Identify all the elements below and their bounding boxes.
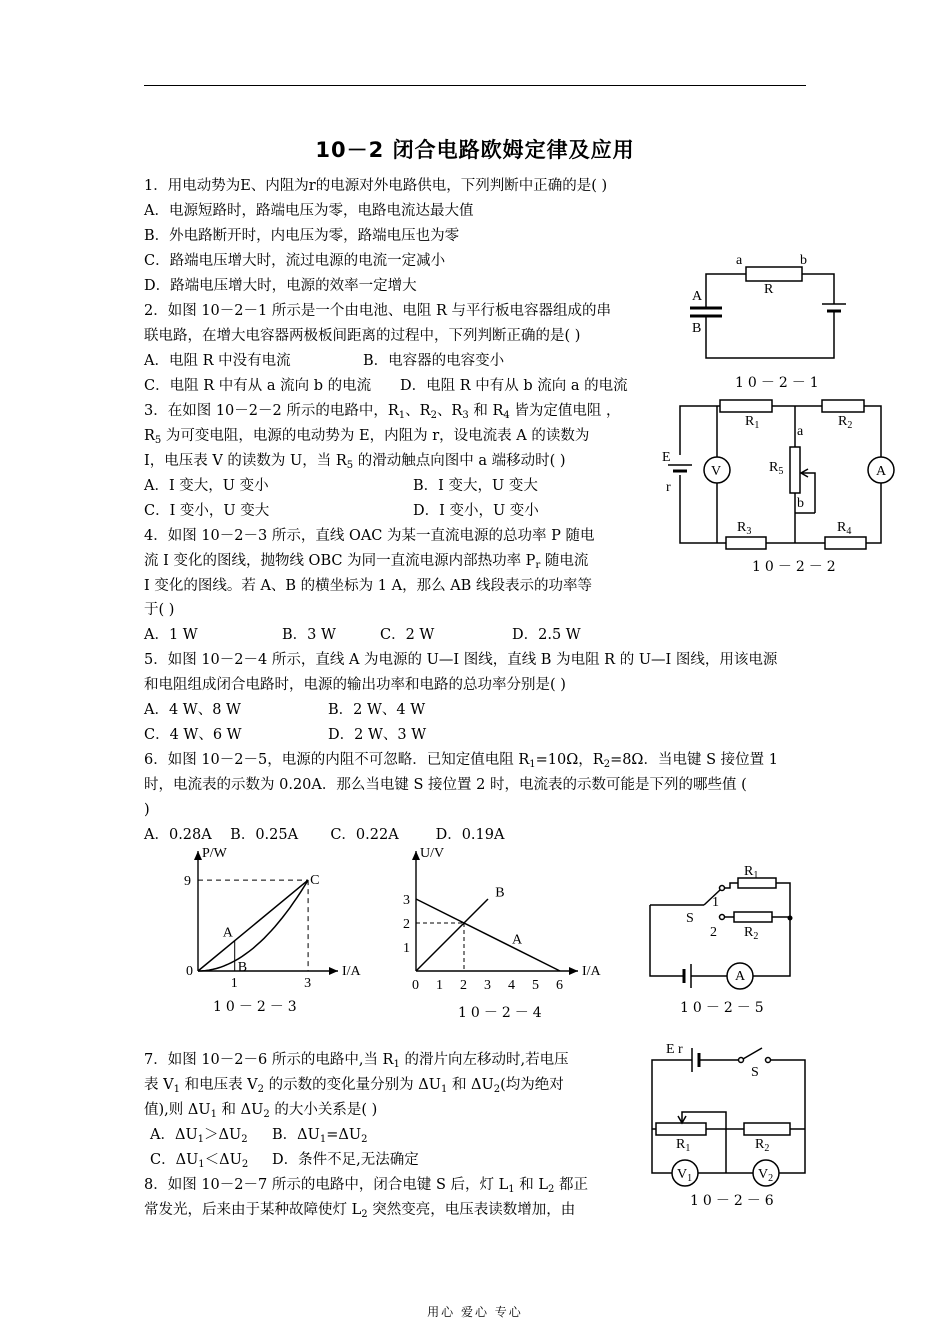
- label-E: E: [662, 450, 671, 465]
- switch-contact-2: [720, 915, 725, 920]
- q7-stem-line3: 值),则 $\Delta U_1$ 和 $\Delta U_2$ 的大小关系是( ): [144, 1102, 378, 1120]
- x-axis-label: I/A: [582, 964, 601, 979]
- circuit-10-2-2: [655, 395, 895, 555]
- q4-option-b: B．3 W: [282, 627, 336, 643]
- series-label-B: B: [495, 885, 505, 901]
- label-A: A: [692, 289, 703, 304]
- q7-option-b: B．$\Delta U_1=\Delta U_2$: [272, 1127, 368, 1145]
- point-label-A: A: [222, 925, 233, 941]
- tick-label-x: 0: [186, 964, 193, 979]
- series-OAC-line: [198, 880, 308, 971]
- wire: [680, 406, 720, 455]
- x-axis-label: I/A: [342, 964, 361, 979]
- label-S: S: [751, 1065, 759, 1080]
- header-rule: [144, 85, 806, 86]
- q5-option-b: B．2 W、4 W: [328, 702, 426, 718]
- resistor-R1: [720, 400, 772, 412]
- y-axis-arrow: [412, 851, 420, 860]
- tick-label-x: 1: [230, 976, 238, 991]
- q4-option-a: A．1 W: [144, 627, 198, 643]
- q3-stem-line2: $R_5$ 为可变电阻，电源的电动势为 E，内阻为 r，设电流表 A 的读数为: [144, 428, 590, 446]
- wire: [864, 406, 881, 457]
- q8-stem-line1: 8．如图 10－2－7 所示的电路中，闭合电键 S 后，灯 $L_1$ 和 $L_2$ 都正: [144, 1177, 588, 1195]
- q2-option-b: B．电容器的电容变小: [363, 353, 505, 369]
- resistor-R4: [825, 537, 866, 549]
- figure-10-2-1: [680, 248, 860, 378]
- tick-label-x: 3: [484, 978, 491, 993]
- y-axis-label: U/V: [420, 846, 445, 861]
- tick-label-x: 3: [304, 976, 312, 991]
- wire: [779, 1166, 805, 1173]
- q7-stem-line1: 7．如图 10－2－6 所示的电路中,当 $R_1$ 的滑片向左移动时,若电压: [144, 1052, 569, 1070]
- resistor-R2: [822, 400, 864, 412]
- junction-dot: [788, 916, 793, 921]
- q4-stem-line3: I 变化的图线。若 A、B 的横坐标为 1 A，那么 AB 线段表示的功率等: [144, 578, 592, 594]
- caption-10-2-1: 10－2－1: [735, 375, 823, 391]
- label-R2: $R_2$: [838, 414, 853, 431]
- label-pos2: 2: [710, 925, 717, 940]
- x-axis-arrow: [569, 967, 578, 975]
- voltmeter-V1-label: $V_1$: [677, 1167, 693, 1184]
- page-footer: 用心 爱心 专心: [427, 1305, 523, 1319]
- x-axis-arrow: [329, 967, 338, 975]
- q4-option-c: C．2 W: [380, 627, 435, 643]
- point-label-B: B: [237, 959, 248, 975]
- q7-option-c: C．$\Delta U_1<\Delta U_2$: [150, 1152, 249, 1170]
- caption-10-2-3: 10－2－3: [213, 999, 301, 1015]
- wire: [753, 918, 790, 976]
- q1-option-d: D．路端电压增大时，电源的效率一定增大: [144, 278, 417, 294]
- label-R2: $R_2$: [744, 925, 759, 942]
- q4-stem-line1: 4．如图 10－2－3 所示，直线 OAC 为某一直流电源的总功率 P 随电: [144, 528, 595, 544]
- wire: [776, 883, 790, 918]
- q4-stem-line4: 于( ): [144, 602, 175, 618]
- q5-stem-line2: 和电阻组成闭合电路时，电源的输出功率和电路的总功率分别是( ): [144, 677, 566, 693]
- circuit-10-2-1: [680, 248, 860, 378]
- figure-10-2-2: [655, 395, 895, 555]
- q7-stem-line2: 表 $V_1$ 和电压表 $V_2$ 的示数的变化量分别为 $\Delta U_1$ 和 $\Delta U_2$(均为绝对: [144, 1077, 564, 1095]
- y-axis-label: P/W: [202, 846, 227, 861]
- label-R5: $R_5$: [769, 460, 784, 477]
- q4-option-d: D．2.5 W: [512, 627, 581, 643]
- voltmeter-V2-label: $V_2$: [758, 1167, 774, 1184]
- q1-option-b: B．外电路断开时，内电压为零，路端电压也为零: [144, 228, 460, 244]
- label-R1: $R_1$: [745, 414, 760, 431]
- label-R3: $R_3$: [737, 520, 752, 537]
- page-title: 10－2 闭合电路欧姆定律及应用: [315, 138, 635, 162]
- q2-stem-line2: 联电路，在增大电容器两极板间距离的过程中，下列判断正确的是( ): [144, 328, 581, 344]
- q3-option-d: D．I 变小，U 变小: [413, 503, 539, 519]
- label-R: R: [764, 282, 774, 297]
- q8-stem-line2: 常发光，后来由于某种故障使灯 $L_2$ 突然变亮，电压表读数增加，由: [144, 1202, 576, 1220]
- label-S: S: [686, 911, 694, 926]
- label-B: B: [692, 321, 702, 336]
- q1-option-c: C．路端电压增大时，流过电源的电流一定减小: [144, 253, 446, 269]
- rheostat-R1: [656, 1123, 706, 1135]
- ammeter-label: A: [735, 969, 746, 984]
- series-A-line: [416, 899, 560, 971]
- series-label-A: A: [512, 932, 523, 948]
- q2-option-a: A．电阻 R 中没有电流: [144, 353, 291, 369]
- series-B-line: [416, 899, 488, 971]
- switch-contact: [739, 1058, 744, 1063]
- wire: [866, 483, 881, 543]
- label-R2: $R_2$: [755, 1137, 770, 1154]
- circuit-10-2-5: [640, 860, 810, 990]
- wire: [652, 1153, 672, 1173]
- q5-option-d: D．2 W、3 W: [328, 727, 427, 743]
- resistor-R2: [734, 912, 772, 922]
- resistor-R: [746, 267, 802, 281]
- tick-label-y: 3: [403, 893, 410, 908]
- label-pos1: 1: [712, 895, 719, 910]
- caption-10-2-4: 10－2－4: [458, 1005, 546, 1021]
- q6-stem-line1: 6．如图 10－2－5，电源的内阻不可忽略．已知定值电阻 $R_1=10\Omega$，$R_2=8\Omega$．当电键 S 接位置 1: [144, 752, 778, 770]
- q5-stem-line1: 5．如图 10－2－4 所示，直线 A 为电源的 U—I 图线，直线 B 为电阻 R 的 U—I 图线，用该电源: [144, 652, 778, 668]
- label-Er: E r: [666, 1042, 683, 1057]
- tick-label-x: 5: [532, 978, 539, 993]
- q3-option-b: B．I 变大，U 变大: [413, 478, 538, 494]
- q1-option-a: A．电源短路时，路端电压为零，电路电流达最大值: [144, 203, 474, 219]
- wire: [706, 274, 746, 308]
- tick-label-y: 9: [184, 874, 191, 890]
- wire: [771, 1060, 805, 1166]
- wire: [650, 905, 684, 976]
- q6-stem-line2: 时，电流表的示数为 0.20A．那么当电键 S 接位置 2 时，电流表的示数可能是下列的哪些值 (: [144, 777, 747, 793]
- figure-10-2-4: [398, 843, 613, 993]
- y-axis-arrow: [194, 851, 202, 860]
- q3-option-c: C．I 变小，U 变大: [144, 503, 270, 519]
- ammeter-label: A: [876, 464, 887, 479]
- q1-stem: 1．用电动势为E、内阻为r的电源对外电路供电，下列判断中正确的是( ): [144, 178, 608, 194]
- label-a: a: [736, 253, 743, 268]
- q2-option-c: C．电阻 R 中有从 a 流向 b 的电流: [144, 378, 372, 394]
- label-a: a: [797, 424, 804, 439]
- resistor-R3: [726, 537, 766, 549]
- point-label-C: C: [310, 873, 320, 889]
- wire: [706, 311, 834, 358]
- switch-contact-1: [720, 886, 725, 891]
- q2-option-d: D．电阻 R 中有从 b 流向 a 的电流: [400, 378, 628, 394]
- q5-option-c: C．4 W、6 W: [144, 727, 242, 743]
- q4-stem-line2: 流 I 变化的图线，抛物线 OBC 为同一直流电源内部热功率 $P_r$ 随电流: [144, 553, 589, 571]
- chart-10-2-4: [398, 843, 613, 993]
- label-b: b: [800, 253, 807, 268]
- voltmeter-label: V: [711, 464, 722, 479]
- switch-S: [743, 1048, 762, 1059]
- tick-label-x: 0: [412, 978, 419, 993]
- q7-option-d: D．条件不足,无法确定: [272, 1152, 419, 1168]
- caption-10-2-6: 10－2－6: [690, 1193, 778, 1209]
- label-R1: $R_1$: [744, 864, 759, 881]
- figure-10-2-5: [640, 860, 810, 990]
- tick-label-x: 2: [460, 978, 467, 993]
- caption-10-2-5: 10－2－5: [680, 1000, 768, 1016]
- q3-option-a: A．I 变大，U 变小: [144, 478, 269, 494]
- tick-label-y: 1: [403, 941, 410, 956]
- wire: [802, 274, 834, 304]
- label-R1: $R_1$: [676, 1137, 691, 1154]
- q5-option-a: A．4 W、8 W: [144, 702, 241, 718]
- q7-option-a: A．$\Delta U_1>\Delta U_2$: [150, 1127, 248, 1145]
- tick-label-x: 4: [508, 978, 515, 993]
- label-r: r: [666, 480, 671, 495]
- resistor-R2: [744, 1123, 790, 1135]
- q6-stem-line3: ): [144, 802, 150, 818]
- tick-label-y: 2: [403, 917, 410, 932]
- q3-stem-line3: I，电压表 V 的读数为 U，当 $R_5$ 的滑动触点向图中 a 端移动时( ): [144, 453, 566, 471]
- rheostat-R5: [790, 447, 800, 493]
- wire: [680, 475, 726, 543]
- wire: [652, 1060, 692, 1153]
- q2-stem-line1: 2．如图 10－2－1 所示是一个由电池、电阻 R 与平行板电容器组成的串: [144, 303, 611, 319]
- q6-options: A．0.28A B．0.25A C．0.22A D．0.19A: [144, 827, 505, 843]
- caption-10-2-2: 10－2－2: [752, 559, 840, 575]
- label-R4: $R_4$: [837, 520, 852, 537]
- figure-10-2-3: [180, 843, 380, 993]
- wire: [724, 883, 738, 888]
- switch-contact: [766, 1058, 771, 1063]
- label-b: b: [797, 496, 804, 511]
- chart-10-2-3: [180, 843, 380, 993]
- figure-10-2-6: [640, 1038, 820, 1193]
- circuit-10-2-6: [640, 1038, 820, 1193]
- tick-label-x: 1: [436, 978, 443, 993]
- q3-stem-line1: 3．在如图 10－2－2 所示的电路中，$R_1$、$R_2$、$R_3$ 和 $R_4$ 皆为定值电阻 ，: [144, 403, 621, 421]
- tick-label-x: 6: [556, 978, 563, 993]
